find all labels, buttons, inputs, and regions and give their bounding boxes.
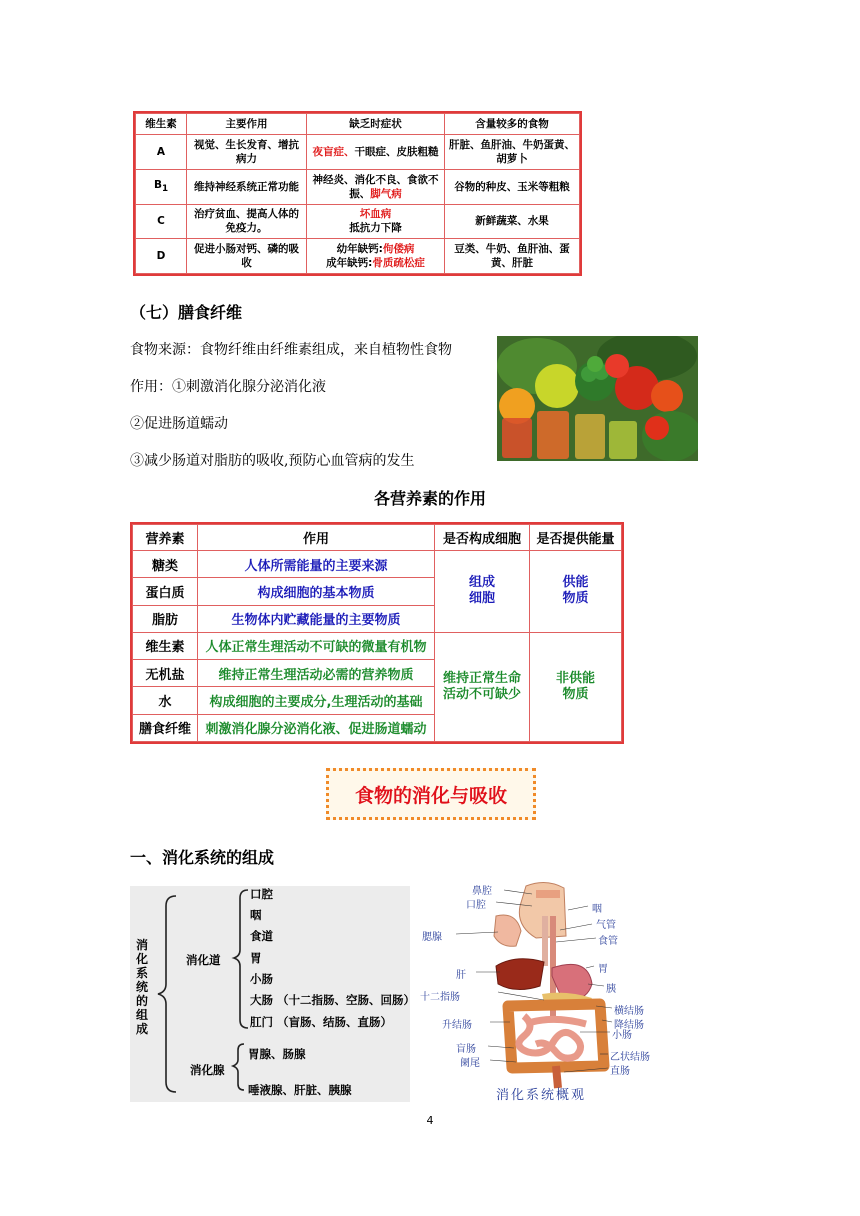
vt-row-name: $B_1$ bbox=[136, 169, 187, 204]
nt-row-name: 水 bbox=[133, 687, 198, 714]
nutrient-table-title: 各营养素的作用 bbox=[373, 489, 486, 508]
tract-item: 口腔 bbox=[250, 887, 273, 901]
nt-row-role: 刺激消化腺分泌消化液、促进肠道蠕动 bbox=[198, 714, 435, 741]
vt-header-foods: 含量较多的食物 bbox=[445, 114, 580, 135]
vt-row-foods: 谷物的种皮、玉米等粗粮 bbox=[445, 169, 580, 204]
nutrient-table bbox=[130, 522, 624, 744]
fiber-line: 食物来源：食物纤维由纤维素组成，来自植物性食物 bbox=[130, 342, 452, 358]
diagram-label: 乙状结肠 bbox=[610, 1052, 650, 1063]
diagram-label: 横结肠 bbox=[614, 1006, 644, 1017]
nt-header-nutrient: 营养素 bbox=[133, 525, 198, 551]
vt-header-vitamin: 维生素 bbox=[136, 114, 187, 135]
diagram-label: 咽 bbox=[592, 904, 602, 915]
diagram-label: 腮腺 bbox=[422, 932, 442, 943]
glands-label: 消化腺 bbox=[190, 1063, 225, 1077]
nt-row-role: 生物体内贮藏能量的主要物质 bbox=[198, 605, 435, 632]
nt-group1-energy: 供能 物质 bbox=[530, 551, 622, 633]
vitamin-table bbox=[133, 111, 582, 276]
vt-row-role: 维持神经系统正常功能 bbox=[187, 169, 307, 204]
tract-item: 小肠 bbox=[250, 972, 273, 986]
vt-row-foods: 肝脏、鱼肝油、牛奶蛋黄、胡萝卜 bbox=[445, 135, 580, 170]
page-number: 4 bbox=[426, 1114, 434, 1127]
nt-row-name: 蛋白质 bbox=[133, 578, 198, 605]
section-banner: 食物的消化与吸收 bbox=[326, 768, 536, 820]
vt-row-symptom: 神经炎、消化不良、食欲不振、脚气病 bbox=[307, 169, 445, 204]
vt-header-role: 主要作用 bbox=[187, 114, 307, 135]
diagram-label: 肝 bbox=[456, 970, 466, 981]
nt-header-role: 作用 bbox=[198, 525, 435, 551]
nt-row-role: 维持正常生理活动必需的营养物质 bbox=[198, 660, 435, 687]
diagram-label: 气管 bbox=[596, 920, 616, 931]
nt-row-name: 无机盐 bbox=[133, 660, 198, 687]
diagram-label: 食管 bbox=[598, 936, 618, 947]
nt-row-name: 维生素 bbox=[133, 632, 198, 659]
vt-row-name: A bbox=[136, 135, 187, 170]
vt-row-symptom: 夜盲症、干眼症、皮肤粗糙 bbox=[307, 135, 445, 170]
vt-row-symptom: 坏血病 抵抗力下降 bbox=[307, 204, 445, 239]
vt-row-foods: 新鲜蔬菜、水果 bbox=[445, 204, 580, 239]
tract-item: 咽 bbox=[250, 908, 262, 922]
nt-row-name: 糖类 bbox=[133, 551, 198, 578]
nt-header-energy: 是否提供能量 bbox=[530, 525, 622, 551]
nt-row-role: 人体正常生理活动不可缺的微量有机物 bbox=[198, 632, 435, 659]
nt-group2-cell: 维持正常生命 活动不可缺少 bbox=[435, 632, 530, 741]
vt-row-role: 促进小肠对钙、磷的吸收 bbox=[187, 239, 307, 274]
digestive-diagram bbox=[416, 876, 676, 1106]
gland-item: 唾液腺、肝脏、胰腺 bbox=[248, 1083, 352, 1097]
vt-row-role: 治疗贫血、提高人体的免疫力。 bbox=[187, 204, 307, 239]
nt-group2-energy: 非供能 物质 bbox=[530, 632, 622, 741]
section-heading: 一、消化系统的组成 bbox=[130, 848, 275, 867]
diagram-label: 胃 bbox=[598, 964, 608, 975]
fiber-line: ②促进肠道蠕动 bbox=[130, 416, 228, 432]
vt-row-symptom: 幼年缺钙:佝偻病 成年缺钙:骨质疏松症 bbox=[307, 239, 445, 274]
nt-row-name: 膳食纤维 bbox=[133, 714, 198, 741]
diagram-label: 升结肠 bbox=[442, 1020, 472, 1031]
nt-group1-cell: 组成 细胞 bbox=[435, 551, 530, 633]
tract-label: 消化道 bbox=[186, 953, 221, 967]
tract-item: 大肠 （十二指肠、空肠、回肠） bbox=[250, 993, 416, 1007]
diagram-label: 直肠 bbox=[610, 1066, 630, 1077]
vt-row-role: 视觉、生长发育、增抗病力 bbox=[187, 135, 307, 170]
diagram-label: 小肠 bbox=[612, 1030, 632, 1041]
vt-header-symptom: 缺乏时症状 bbox=[307, 114, 445, 135]
tract-item: 胃 bbox=[250, 951, 262, 965]
tract-item: 食道 bbox=[250, 929, 273, 943]
fiber-line: 作用：①刺激消化腺分泌消化液 bbox=[130, 379, 326, 395]
diagram-caption: 消化系统概观 bbox=[496, 1088, 587, 1103]
composition-root-label: 消化系统的组成 bbox=[136, 938, 149, 1036]
fiber-line: ③减少肠道对脂肪的吸收,预防心血管病的发生 bbox=[130, 453, 415, 469]
vt-row-name: C bbox=[136, 204, 187, 239]
diagram-label: 口腔 bbox=[466, 900, 486, 911]
vegetables-photo bbox=[497, 336, 698, 461]
gland-item: 胃腺、肠腺 bbox=[248, 1047, 306, 1061]
nt-row-role: 人体所需能量的主要来源 bbox=[198, 551, 435, 578]
diagram-label: 胰 bbox=[606, 984, 616, 995]
diagram-label: 鼻腔 bbox=[472, 886, 492, 897]
nt-row-role: 构成细胞的基本物质 bbox=[198, 578, 435, 605]
fiber-title: （七）膳食纤维 bbox=[130, 303, 243, 322]
diagram-label: 盲肠 bbox=[456, 1044, 476, 1055]
composition-tree bbox=[130, 886, 416, 1102]
nt-row-role: 构成细胞的主要成分,生理活动的基础 bbox=[198, 687, 435, 714]
diagram-label: 阑尾 bbox=[460, 1058, 480, 1069]
nt-header-cell: 是否构成细胞 bbox=[435, 525, 530, 551]
tract-item: 肛门 （盲肠、结肠、直肠） bbox=[250, 1015, 393, 1029]
nt-row-name: 脂肪 bbox=[133, 605, 198, 632]
vt-row-name: D bbox=[136, 239, 187, 274]
diagram-label: 降结肠 bbox=[614, 1020, 644, 1031]
diagram-label: 十二指肠 bbox=[420, 992, 460, 1003]
vt-row-foods: 豆类、牛奶、鱼肝油、蛋黄、肝脏 bbox=[445, 239, 580, 274]
